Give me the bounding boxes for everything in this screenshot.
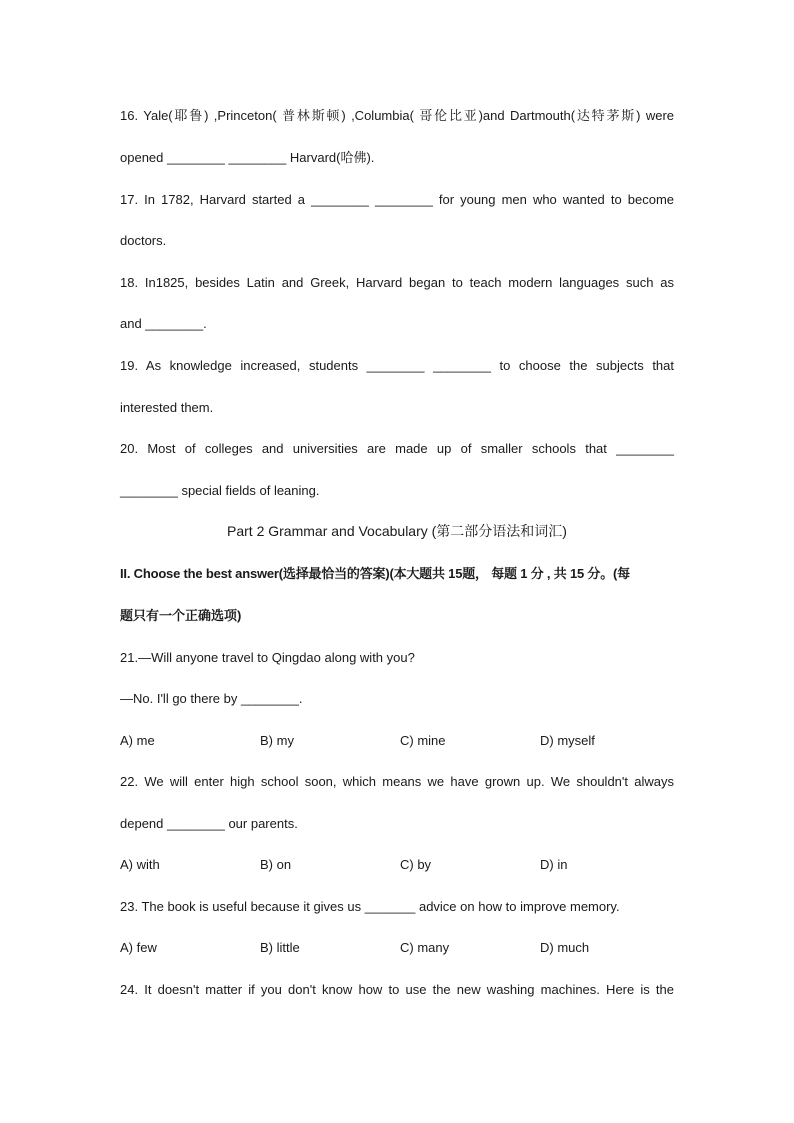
q21-line-2: —No. I'll go there by ________. — [120, 691, 303, 706]
q17-line-1: 17. In 1782, Harvard started a ________ ________ for young men who wanted to become — [120, 192, 674, 207]
section-title: Part 2 Grammar and Vocabulary (第二部分语法和词汇) — [227, 523, 567, 539]
q22-option-d: D) in — [540, 857, 568, 872]
q18-line-2: and ________. — [120, 316, 207, 331]
q20-line-2: ________ special fields of leaning. — [120, 483, 320, 498]
q16-line-2: opened ________ ________ Harvard(哈佛). — [120, 150, 375, 165]
q21-option-d: D) myself — [540, 733, 595, 748]
q22-option-a: A) with — [120, 857, 160, 872]
q21-option-c: C) mine — [400, 733, 446, 748]
q21-line-1: 21.—Will anyone travel to Qingdao along with you? — [120, 650, 415, 665]
q21-option-b: B) my — [260, 733, 294, 748]
q20-line-1: 20. Most of colleges and universities are made up of smaller schools that ________ — [120, 441, 674, 456]
q23-line-1: 23. The book is useful because it gives us _______ advice on how to improve memory. — [120, 899, 620, 914]
q21-option-a: A) me — [120, 733, 155, 748]
q22-line-1: 22. We will enter high school soon, which means we have grown up. We shouldn't always — [120, 774, 674, 789]
q18-line-1: 18. In1825, besides Latin and Greek, Harvard began to teach modern languages such as — [120, 275, 674, 290]
instruction-line-2: 题只有一个正确选项) — [120, 608, 242, 623]
q22-line-2: depend ________ our parents. — [120, 816, 298, 831]
instruction-line-1: II. Choose the best answer(选择最恰当的答案)(本大题共 15题， 每题 1 分 , 共 15 分。(每 — [120, 566, 630, 581]
q23-option-a: A) few — [120, 940, 157, 955]
q17-line-2: doctors. — [120, 233, 167, 248]
q23-option-b: B) little — [260, 940, 300, 955]
q22-option-c: C) by — [400, 857, 432, 872]
q23-option-c: C) many — [400, 940, 450, 955]
q19-line-1: 19. As knowledge increased, students ________ ________ to choose the subjects that — [120, 358, 674, 373]
q23-option-d: D) much — [540, 940, 590, 955]
q24-line-1: 24. It doesn't matter if you don't know how to use the new washing machines. Here is the — [120, 982, 674, 997]
q19-line-2: interested them. — [120, 400, 214, 415]
q16-line-1: 16. Yale(耶鲁) ,Princeton( 普林斯顿) ,Columbia( 哥伦比亚)and Dartmouth(达特茅斯) were — [120, 108, 674, 123]
q22-option-b: B) on — [260, 857, 292, 872]
